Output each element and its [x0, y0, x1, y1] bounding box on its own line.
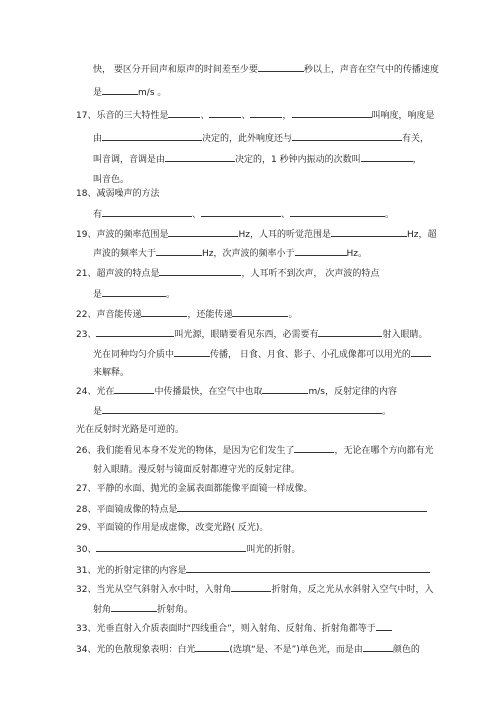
line-text: ， [412, 155, 422, 165]
fill-in-blank[interactable] [177, 502, 427, 512]
line-text: 34、光的色散现象表明：白光 [76, 645, 196, 655]
line-text: ，人耳听不到次声， 次声波的特点 [241, 269, 380, 279]
fill-in-blank[interactable] [262, 384, 308, 394]
line-text: m/s，反射定律的内容 [308, 387, 397, 397]
fill-in-blank[interactable] [96, 542, 246, 552]
line-text: 叫音色。 [93, 175, 130, 185]
line-text: 、 [281, 210, 291, 220]
line-text: Hz。 [346, 249, 368, 259]
line-text: 中传播最快，在空气中也取 [154, 387, 263, 397]
text-line [76, 483, 430, 495]
text-line [76, 266, 430, 280]
line-text: 。 [288, 310, 298, 320]
fill-in-blank[interactable] [102, 85, 138, 95]
line-text: 、 [241, 111, 251, 121]
text-line [76, 188, 430, 200]
text-line [76, 227, 437, 241]
fill-in-blank[interactable] [186, 563, 430, 573]
line-text: 快， 要区分开回声和原声的时间差至少要 [93, 65, 258, 75]
line-text: 射角 [93, 605, 112, 615]
fill-in-blank[interactable] [250, 108, 282, 118]
text-line [76, 582, 434, 596]
line-text: m/s 。 [138, 88, 167, 98]
line-text: 射入眼睛。 [382, 330, 428, 340]
text-line [93, 174, 430, 186]
line-text: 决定的，此外响度还与 [202, 134, 293, 144]
line-text: 24、光在 [76, 387, 115, 397]
fill-in-blank[interactable] [141, 307, 187, 317]
line-text: 17、乐音的三大特性是 [76, 111, 169, 121]
text-line [76, 327, 430, 341]
text-line [76, 502, 430, 516]
line-text: 叫光源，眼睛要看见东西，必需要有 [174, 330, 319, 340]
fill-in-blank[interactable] [292, 131, 402, 141]
fill-in-blank[interactable] [168, 227, 238, 237]
text-line [93, 85, 430, 99]
fill-in-blank[interactable] [102, 207, 192, 217]
fill-in-blank[interactable] [102, 131, 202, 141]
text-line [93, 367, 430, 379]
fill-in-blank[interactable] [361, 152, 413, 162]
line-text: 声波的频率大于 [93, 249, 157, 259]
line-text: 叫响度，响度是 [371, 111, 435, 121]
line-text: ，无论在哪个方向都有光 [334, 446, 434, 456]
fill-in-blank[interactable] [295, 246, 347, 256]
fill-in-blank[interactable] [294, 443, 334, 453]
fill-in-blank[interactable] [195, 642, 229, 652]
line-text: 来解释。 [93, 368, 130, 378]
line-text: 31、光的折射定律的内容是 [76, 566, 187, 576]
line-text: 光在同种均匀介质中 [93, 350, 175, 360]
text-line [76, 522, 430, 534]
line-text: 是 [93, 290, 103, 300]
line-text: 33、光垂直射入介质表面时“四线重合”，则入射角、反射角、折射角都等于 [76, 624, 376, 634]
text-line [76, 621, 430, 635]
text-line [93, 602, 430, 616]
text-line [76, 563, 430, 577]
text-line [93, 62, 439, 76]
fill-in-blank[interactable] [258, 62, 304, 72]
line-text: 26、我们能看见本身不发光的物体，是因为它们发生了 [76, 446, 295, 456]
line-text: 27、平静的水面、抛光的金属表面都能像平面镜一样成像。 [76, 484, 313, 494]
text-line [93, 287, 430, 301]
line-text: 叫光的折射。 [246, 545, 301, 555]
line-text: 18、减弱噪声的方法 [76, 189, 160, 199]
line-text: 是 [93, 407, 103, 417]
text-line [76, 108, 435, 122]
line-text: 折射角，反之光从水斜射入空气中时，入 [271, 585, 434, 595]
line-text: 决定的，1 秒钟内振动的次数叫 [235, 155, 361, 165]
fill-in-blank[interactable] [102, 404, 382, 414]
fill-in-blank[interactable] [209, 108, 241, 118]
line-text: 、 [200, 111, 210, 121]
fill-in-blank[interactable] [168, 108, 200, 118]
line-text: 光在反射时光路是可逆的。 [76, 425, 185, 435]
fill-in-blank[interactable] [292, 108, 372, 118]
text-line [93, 347, 430, 361]
line-text: 30、 [76, 545, 97, 555]
fill-in-blank[interactable] [102, 287, 166, 297]
line-text: 、 [192, 210, 202, 220]
line-text: 32、当光从空气斜射入水中时，入射角 [76, 585, 232, 595]
line-text: Hz，次声波的频率小于 [202, 249, 295, 259]
fill-in-blank[interactable] [111, 602, 157, 612]
fill-in-blank[interactable] [376, 621, 392, 631]
text-line [93, 404, 430, 418]
text-line [76, 384, 430, 398]
text-line [93, 152, 430, 166]
fill-in-blank[interactable] [318, 327, 382, 337]
fill-in-blank[interactable] [201, 207, 281, 217]
text-line [76, 307, 430, 321]
line-text: 秒以上，声音在空气中的传播速度 [303, 65, 439, 75]
line-text: 是 [93, 88, 103, 98]
line-text: 28、平面镜成像的特点是 [76, 505, 178, 515]
text-line [93, 131, 430, 145]
line-text: Hz，人耳的听觉范围是 [238, 230, 331, 240]
line-text: 。 [385, 210, 395, 220]
text-line [76, 443, 434, 457]
line-text: 21、超声波的特点是 [76, 269, 160, 279]
line-text: 22、声音能传递 [76, 310, 142, 320]
line-text: 叫音调，音调是由 [93, 155, 166, 165]
fill-in-blank[interactable] [363, 642, 393, 652]
fill-in-blank[interactable] [290, 207, 385, 217]
line-text: Hz，超 [406, 230, 437, 240]
fill-in-blank[interactable] [232, 307, 288, 317]
fill-in-blank[interactable] [165, 152, 235, 162]
line-text: 。 [382, 407, 392, 417]
line-text: 折射角。 [157, 605, 194, 615]
line-text: 颜色的 [392, 645, 420, 655]
text-line [93, 246, 430, 260]
line-text: 传播， 日食、月食、影子、小孔成像都可以用光的 [210, 350, 411, 360]
text-line [76, 424, 430, 436]
text-line [93, 464, 430, 476]
text-line [93, 207, 430, 221]
line-text: 。 [166, 290, 176, 300]
line-text: 射入眼睛。漫反射与镜面反射都遵守光的反射定律。 [93, 465, 301, 475]
line-text: 由 [93, 134, 103, 144]
line-text: (选填“是、不是”)单色光，而是由 [229, 645, 363, 655]
fill-in-blank[interactable] [159, 266, 241, 276]
fill-in-blank[interactable] [156, 246, 202, 256]
line-text: 19、声波的频率范围是 [76, 230, 169, 240]
line-text: ，还能传递 [187, 310, 233, 320]
fill-in-blank[interactable] [96, 327, 174, 337]
line-text: 有 [93, 210, 103, 220]
fill-in-blank[interactable] [231, 582, 271, 592]
line-text: 23、 [76, 330, 97, 340]
line-text: 有关， [402, 134, 430, 144]
fill-in-blank[interactable] [331, 227, 407, 237]
line-text: 29、平面镜的作用是成虚像，改变光路( 反光)。 [76, 523, 269, 533]
line-text: ， [282, 111, 292, 121]
fill-in-blank[interactable] [411, 347, 431, 357]
text-line [76, 542, 430, 556]
fill-in-blank[interactable] [114, 384, 154, 394]
text-line [76, 642, 430, 656]
fill-in-blank[interactable] [174, 347, 210, 357]
